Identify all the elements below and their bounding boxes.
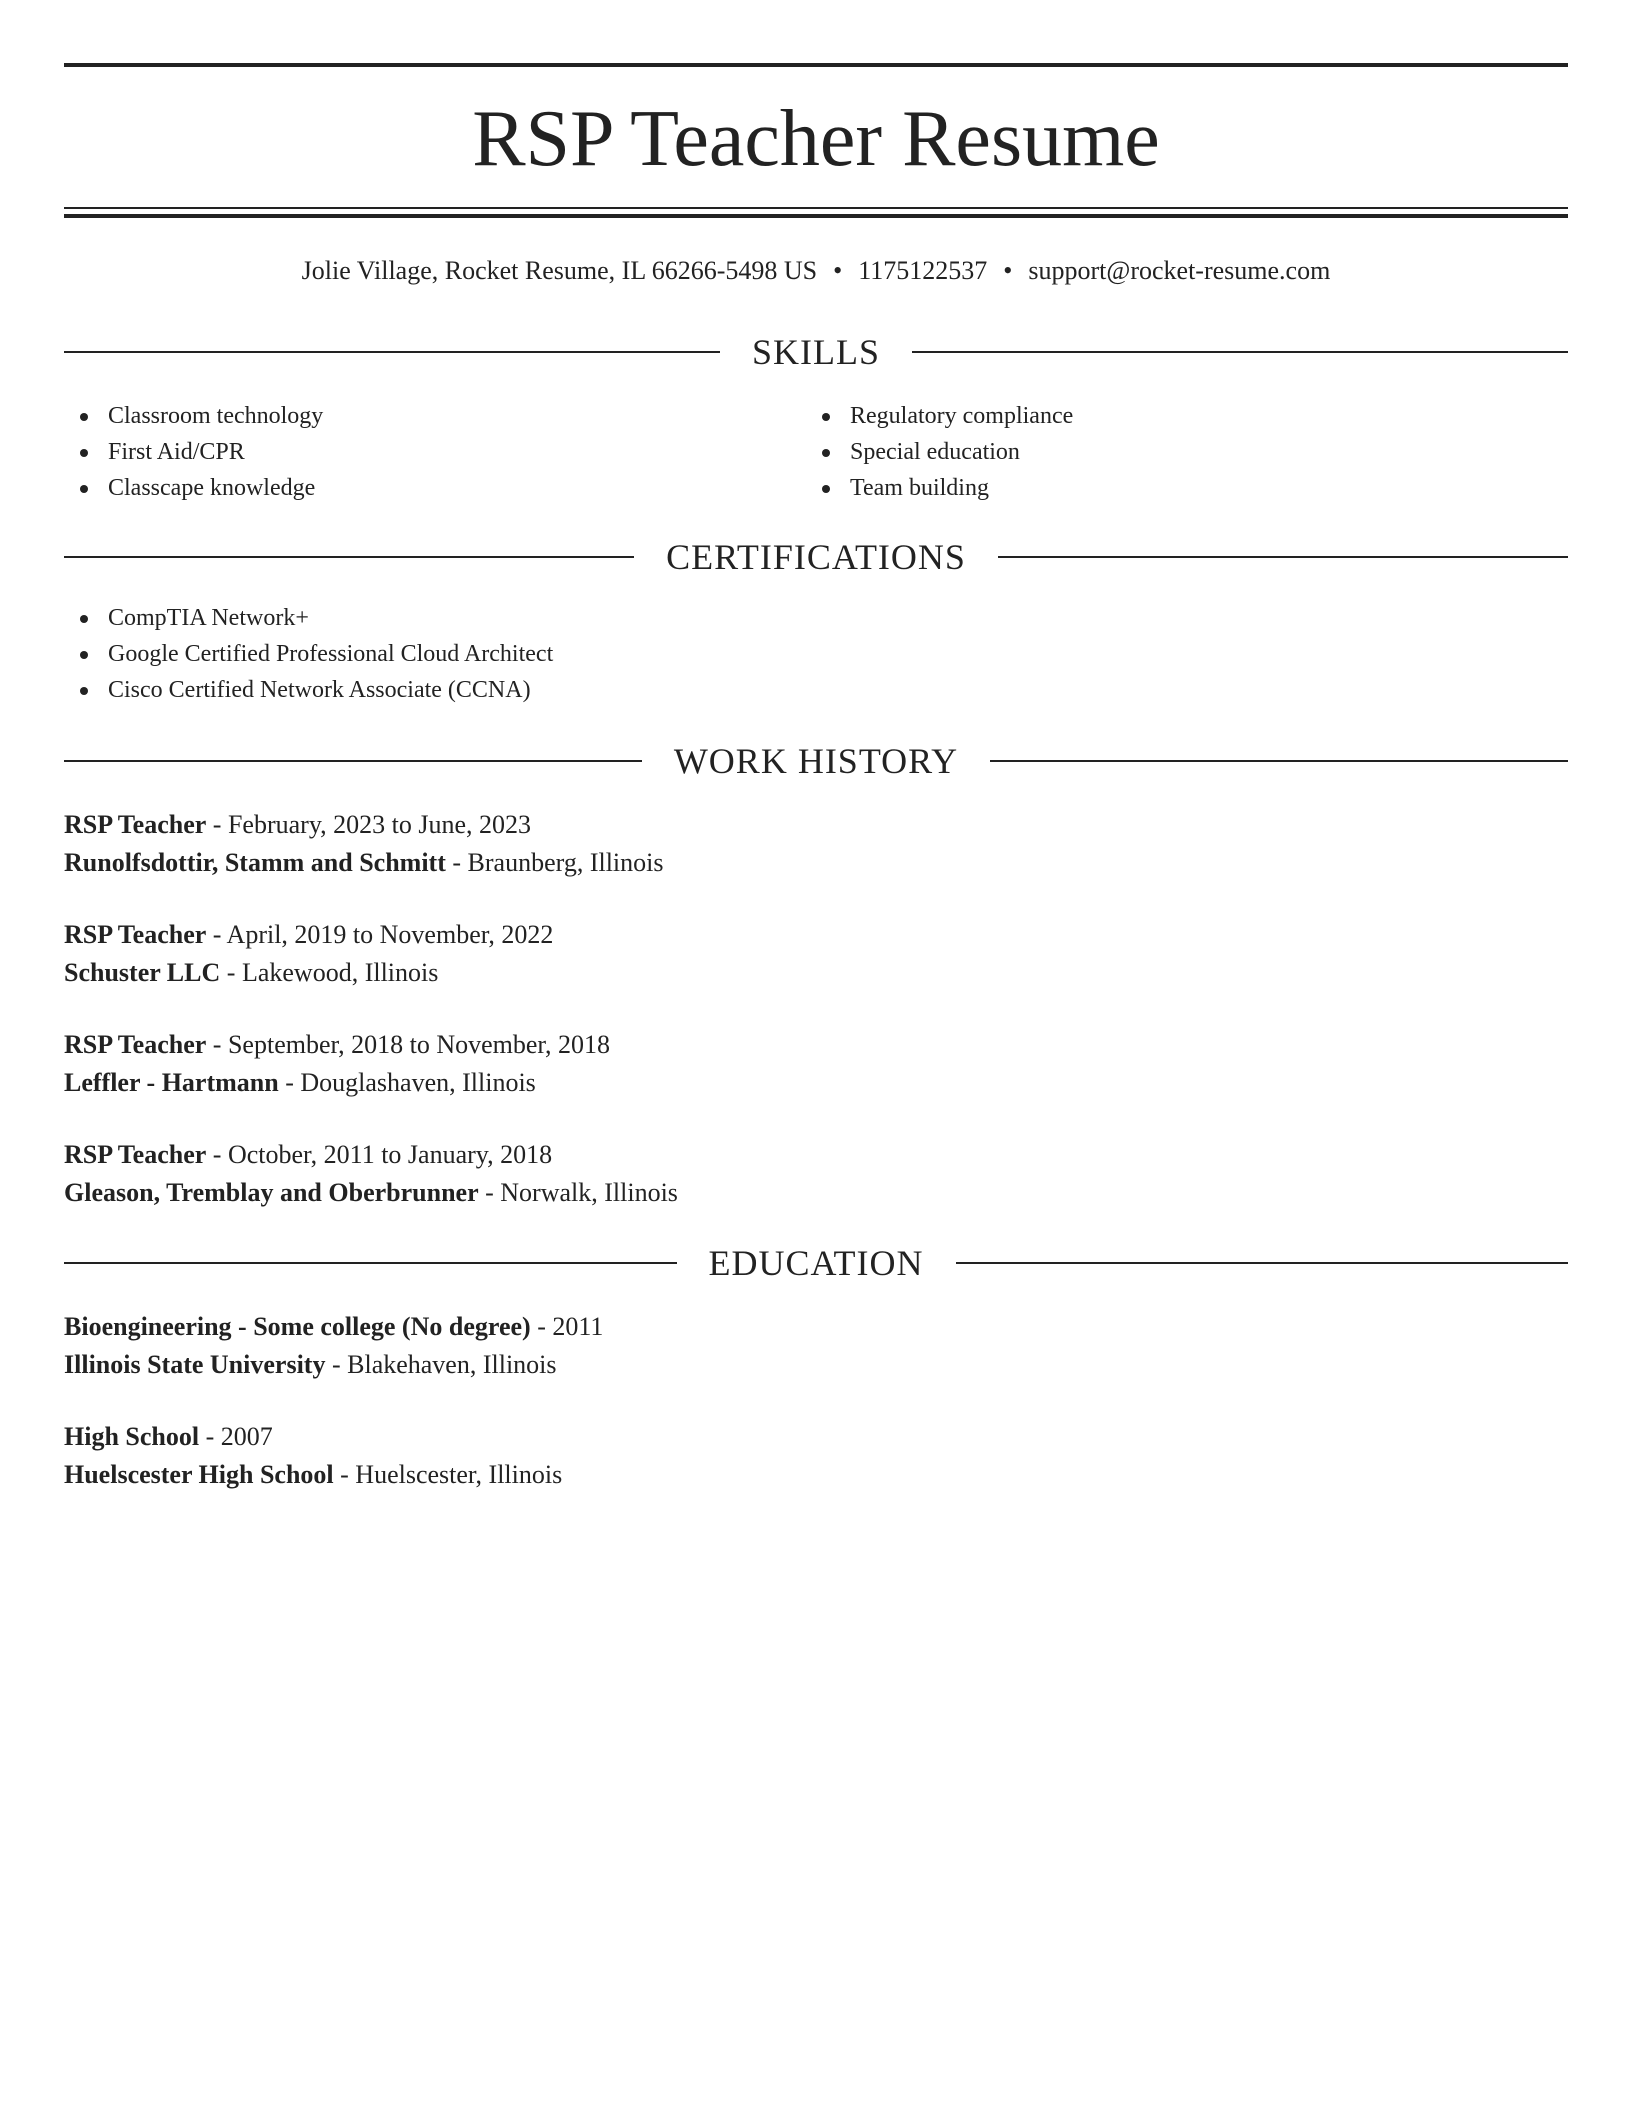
contact-address: Jolie Village, Rocket Resume, IL 66266-5498 US xyxy=(301,256,818,285)
job-company-row xyxy=(64,844,1568,882)
education-school: Huelscester High School xyxy=(64,1460,334,1489)
education-degree: High School xyxy=(64,1422,200,1451)
education-section-header xyxy=(64,1241,1568,1285)
contact-phone: 1175122537 xyxy=(858,256,988,285)
job-company: Runolfsdottir, Stamm and Schmitt xyxy=(64,848,446,877)
certifications-section-header xyxy=(64,535,1568,579)
contact-email: support@rocket-resume.com xyxy=(1028,256,1331,285)
education-degree-row xyxy=(64,1418,1568,1456)
job-location: Douglashaven, Illinois xyxy=(300,1068,536,1097)
job-location: Norwalk, Illinois xyxy=(500,1178,678,1207)
dash: - xyxy=(212,1030,222,1059)
skill-item: First Aid/CPR xyxy=(64,434,764,470)
certifications-heading: CERTIFICATIONS xyxy=(666,537,966,577)
education-school-row xyxy=(64,1456,1568,1494)
job-location: Braunberg, Illinois xyxy=(467,848,664,877)
dash: - xyxy=(212,920,222,949)
divider-line xyxy=(64,351,720,353)
top-rule xyxy=(64,63,1568,67)
certification-item: CompTIA Network+ xyxy=(64,600,1568,636)
skill-item: Regulatory compliance xyxy=(806,398,1506,434)
education-degree-row xyxy=(64,1308,1568,1346)
job-company-row xyxy=(64,1174,1568,1212)
job-title: RSP Teacher xyxy=(64,1030,207,1059)
education-entry xyxy=(64,1308,1568,1384)
education-degree: Bioengineering - Some college (No degree) xyxy=(64,1312,531,1341)
dash: - xyxy=(212,810,222,839)
education-heading: EDUCATION xyxy=(708,1243,924,1283)
job-company: Leffler - Hartmann xyxy=(64,1068,279,1097)
education-location: Blakehaven, Illinois xyxy=(347,1350,557,1379)
skills-heading: SKILLS xyxy=(752,332,881,372)
divider-line xyxy=(990,760,1568,762)
divider-line xyxy=(64,760,642,762)
skill-item: Classroom technology xyxy=(64,398,764,434)
divider-line xyxy=(912,351,1568,353)
contact-separator: • xyxy=(833,256,843,285)
job-title-row xyxy=(64,1136,1568,1174)
job-title: RSP Teacher xyxy=(64,920,207,949)
job-title: RSP Teacher xyxy=(64,810,207,839)
skills-section-header xyxy=(64,330,1568,374)
job-company: Gleason, Tremblay and Oberbrunner xyxy=(64,1178,479,1207)
title-rule-thin xyxy=(64,207,1568,209)
divider-line xyxy=(64,1262,677,1264)
resume-title: RSP Teacher Resume xyxy=(472,95,1160,183)
skill-item: Team building xyxy=(806,470,1506,506)
job-dates: April, 2019 to November, 2022 xyxy=(226,920,554,949)
education-school-row xyxy=(64,1346,1568,1384)
dash: - xyxy=(331,1350,341,1379)
job-dates: February, 2023 to June, 2023 xyxy=(227,810,532,839)
divider-line xyxy=(998,556,1568,558)
work-history-heading: WORK HISTORY xyxy=(673,741,959,781)
dash: - xyxy=(205,1422,215,1451)
job-company-row xyxy=(64,1064,1568,1102)
skills-column-right xyxy=(806,398,1506,506)
dash: - xyxy=(537,1312,546,1341)
education-entry xyxy=(64,1418,1568,1494)
skill-item: Special education xyxy=(806,434,1506,470)
divider-line xyxy=(64,556,634,558)
dash: - xyxy=(340,1460,349,1489)
job-company-row xyxy=(64,954,1568,992)
dash: - xyxy=(285,1068,294,1097)
certification-item: Google Certified Professional Cloud Architect xyxy=(64,636,1568,672)
education-year: 2011 xyxy=(552,1312,604,1341)
dash: - xyxy=(452,848,462,877)
divider-line xyxy=(956,1262,1569,1264)
certifications-list xyxy=(64,600,1568,708)
job-title: RSP Teacher xyxy=(64,1140,207,1169)
job-entry xyxy=(64,806,1568,882)
job-dates: September, 2018 to November, 2018 xyxy=(227,1030,611,1059)
certification-item: Cisco Certified Network Associate (CCNA) xyxy=(64,672,1568,708)
job-company: Schuster LLC xyxy=(64,958,221,987)
dash: - xyxy=(485,1178,494,1207)
job-dates: October, 2011 to January, 2018 xyxy=(227,1140,553,1169)
dash: - xyxy=(212,1140,222,1169)
job-title-row xyxy=(64,1026,1568,1064)
title-rule-thick xyxy=(64,214,1568,218)
education-year: 2007 xyxy=(220,1422,273,1451)
skill-item: Classcape knowledge xyxy=(64,470,764,506)
work-history-section-header xyxy=(64,739,1568,783)
skills-column-left xyxy=(64,398,764,506)
contact-separator: • xyxy=(1003,256,1013,285)
job-location: Lakewood, Illinois xyxy=(241,958,439,987)
education-location: Huelscester, Illinois xyxy=(355,1460,563,1489)
job-entry xyxy=(64,1136,1568,1212)
job-entry xyxy=(64,1026,1568,1102)
education-school: Illinois State University xyxy=(64,1350,326,1379)
job-title-row xyxy=(64,806,1568,844)
job-entry xyxy=(64,916,1568,992)
job-title-row xyxy=(64,916,1568,954)
contact-line xyxy=(64,252,1568,290)
dash: - xyxy=(226,958,236,987)
